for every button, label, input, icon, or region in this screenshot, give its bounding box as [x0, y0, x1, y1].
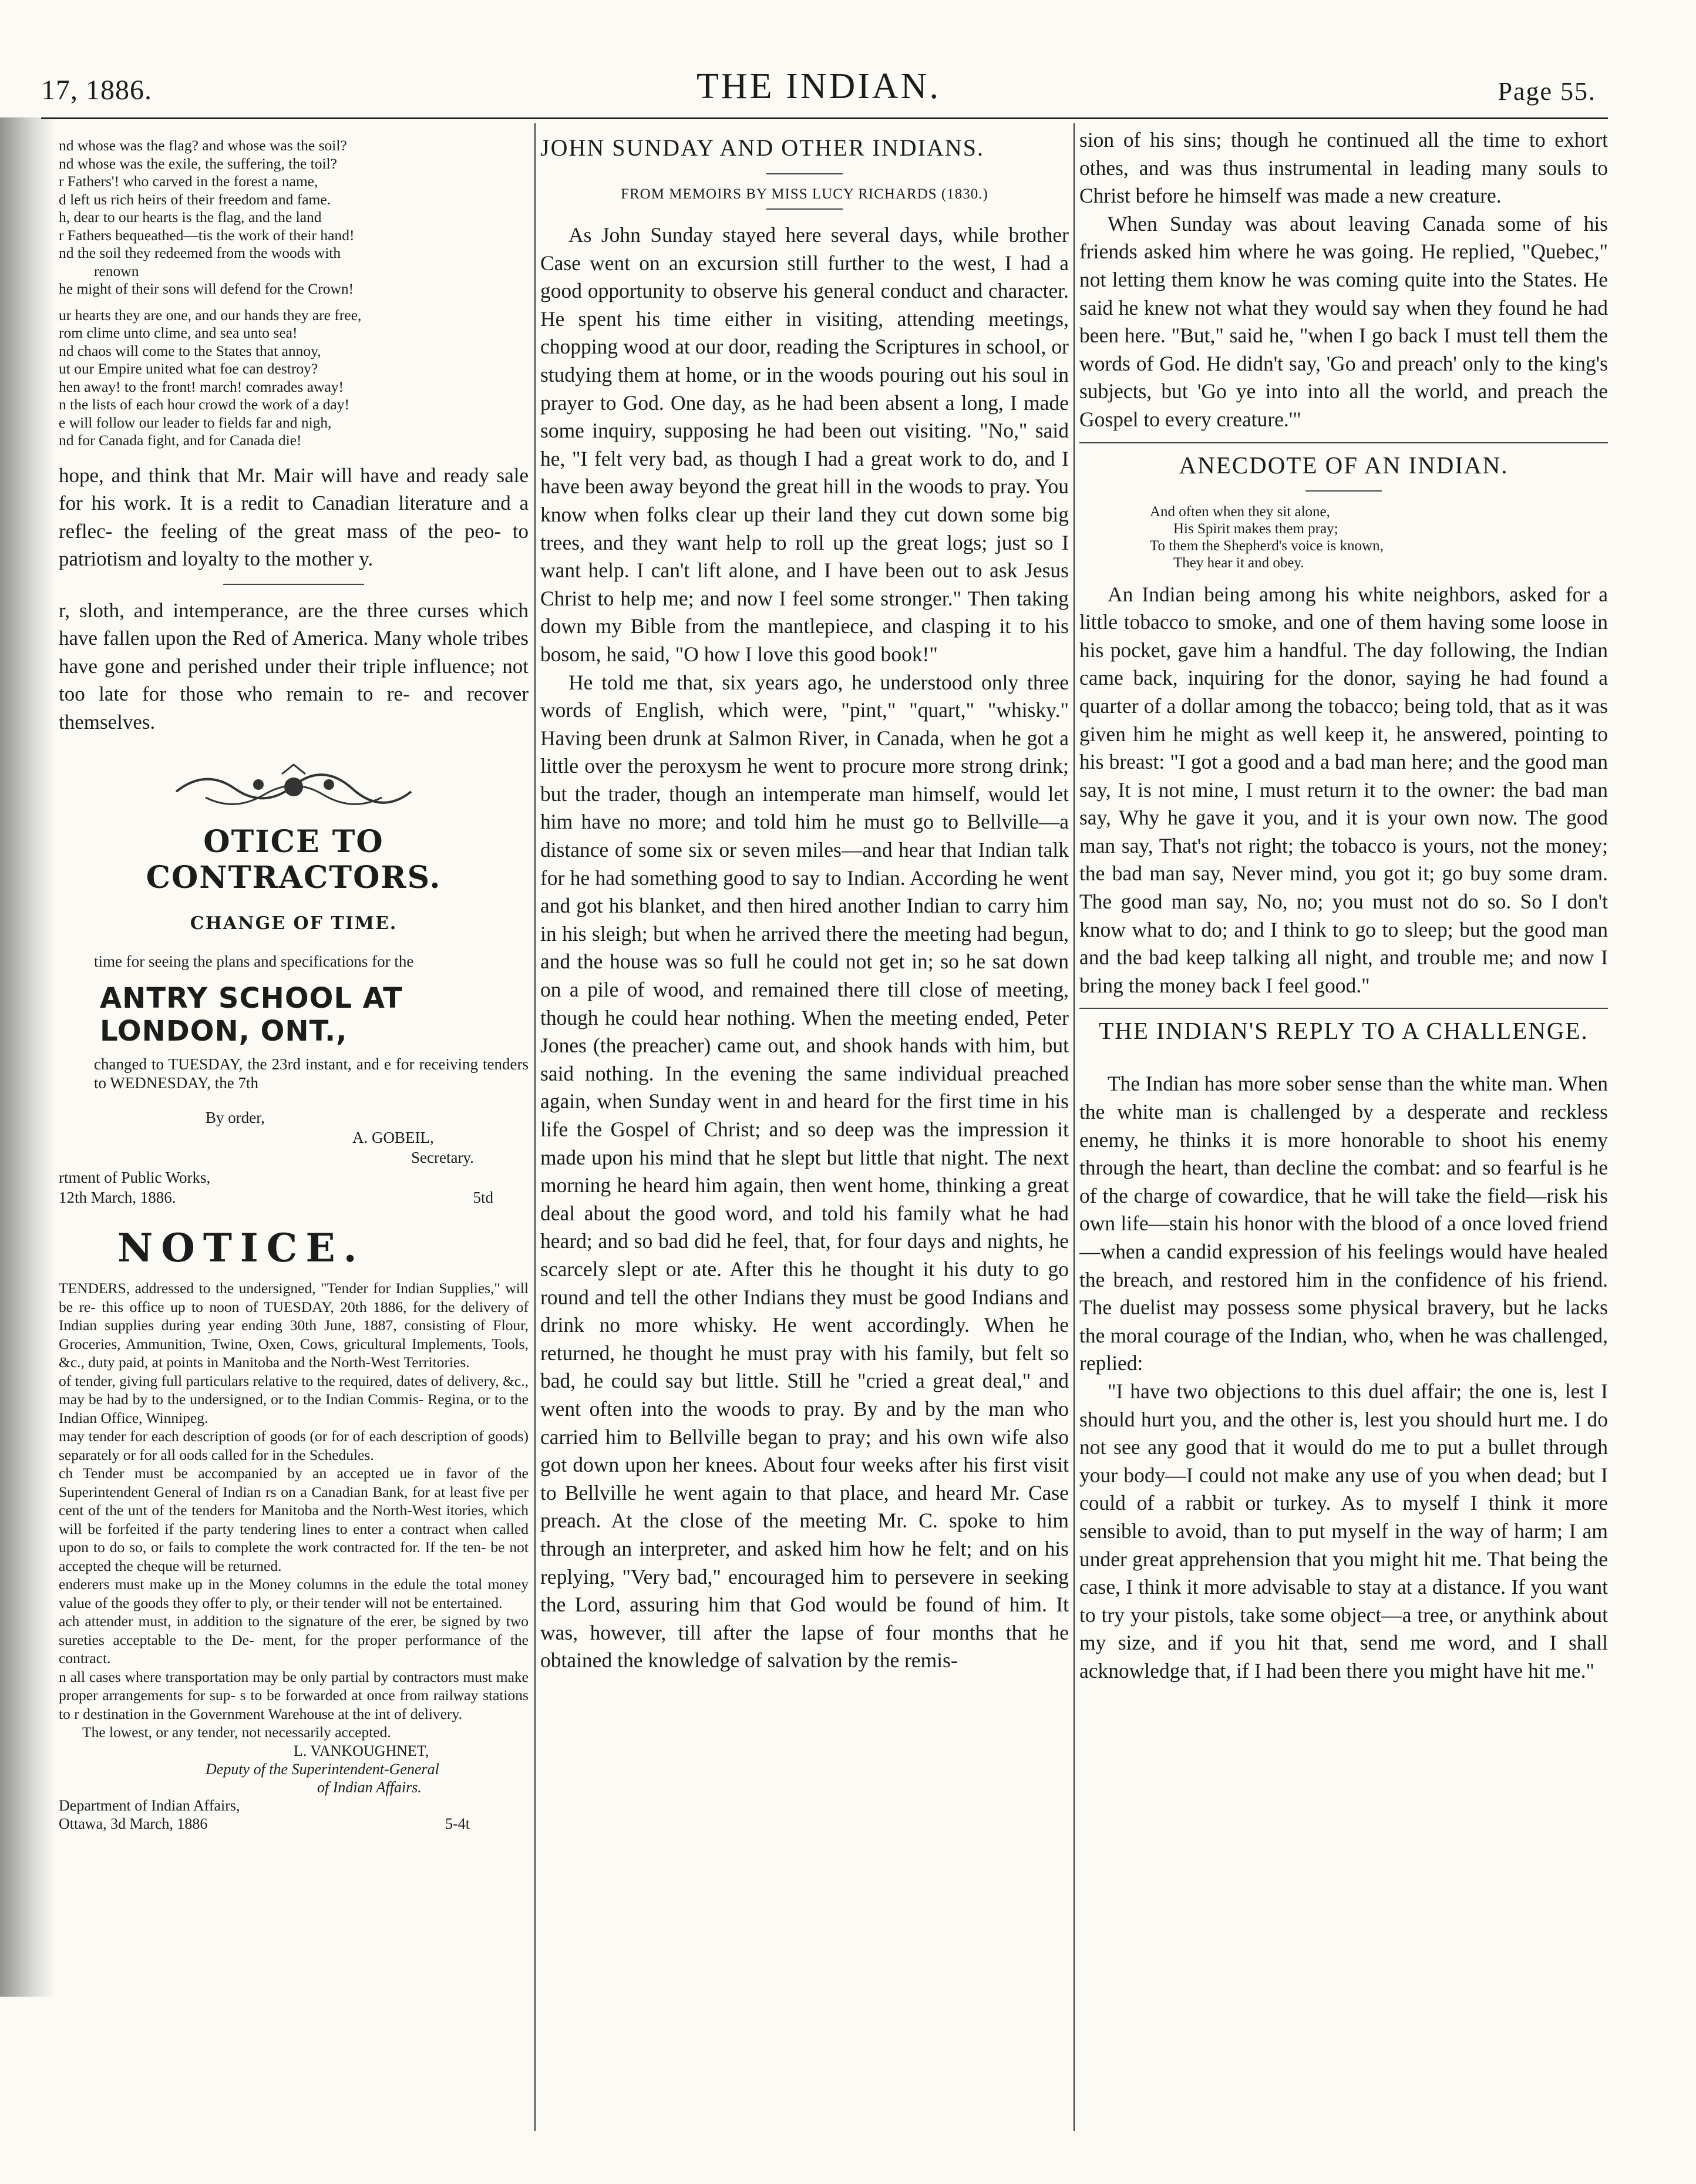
header-rule: [41, 117, 1608, 119]
section-rule: [1079, 1008, 1608, 1009]
column-divider-2: [1074, 123, 1075, 2131]
poem-line: nd for Canada fight, and for Canada die!: [59, 432, 302, 449]
poem-line: h, dear to our hearts is the flag, and the land: [59, 208, 322, 226]
verse-line: They hear it and obey.: [1173, 554, 1304, 571]
notice-title: NOTICE.: [117, 1225, 365, 1271]
poem-line: nd whose was the flag? and whose was the soil?: [59, 137, 347, 154]
poem-line: r Fathers bequeathed—tis the work of their hand!: [59, 226, 355, 244]
notice-date: Ottawa, 3d March, 1886: [59, 1815, 208, 1832]
poem-line: renown: [94, 262, 139, 280]
poem-line: he might of their sons will defend for the Crown!: [59, 280, 354, 297]
verse-line: To them the Shepherd's voice is known,: [1150, 537, 1384, 554]
article-body-john-sunday: [540, 221, 1069, 1675]
notice-date: 12th March, 1886.: [59, 1189, 176, 1206]
poem-line: nd whose was the exile, the suffering, the toil?: [59, 154, 337, 172]
notice-text: changed to TUESDAY, the 23rd instant, and e for receiving tenders to WEDNESDAY, the 7th: [94, 1055, 529, 1092]
newspaper-title: THE INDIAN.: [696, 66, 941, 106]
poem-line: rom clime unto clime, and sea unto sea!: [59, 324, 298, 341]
page-header: [41, 66, 1596, 114]
verse-line: And often when they sit alone,: [1150, 503, 1330, 520]
article-paragraph: "I have two objections to this duel affair; the one is, lest I should hurt you, and the other is, lest you should hurt me. I do not see any good that it would do me to put a bullet through your body—I could not make any use of you when dead; but I could of a rabbit or turkey. As to myself I think it more sensible to avoid, than to put myself in the way of harm; I am under great apprehension that you might hit me. That being the case, I think it more advisable to stay at a distance. If you want to try your pistols, take some object—a tree, or anythink about my size, and if you hit that, send me word, and I shall acknowledge that, if I had been there you might have hit me.": [1079, 1379, 1608, 1682]
byline-divider: [766, 208, 843, 210]
notice-contractors-title: OTICE TO CONTRACTORS.: [146, 824, 442, 896]
notice-paragraph: may tender for each description of goods (or for of each description of goods) separately or for all oods called for in the Schedules.: [59, 1428, 529, 1463]
challenge-body: [1079, 1070, 1608, 1685]
article-paragraph: An Indian being among his white neighbors, asked for a little tobacco to smoke, and one of them having some loose in his pocket, gave him a handful. The day following, the Indian came back, inquiring for the donor, saying he had found a quarter of a dollar among the tobacco; being told, that as it was given him he might as well keep it, he answered, pointing to his breast: "I got a good and a bad man here; and the good man say, It is not mine, I must return it to the owner: the bad man say, Why he gave it you, and it is your own now. The good man say, That's not right; the tobacco is yours, not the money; the bad man say, Never mind, you got it; go buy some dram. The good man say, No, no; you must not do so. So I don't know what to do; and I think to go to sleep; but the good man and the bad keep talking all night, and trouble me; and now I bring the money back I feel good.": [1079, 582, 1608, 997]
column-divider-1: [534, 123, 536, 2131]
section-rule: [1079, 442, 1608, 443]
article-title-anecdote: ANECDOTE OF AN INDIAN.: [1179, 451, 1509, 479]
article-paragraph: As John Sunday stayed here several days, while brother Case went on an excursion still further to the west, I had a good opportunity to observe his general conduct and character. He spent his time either in visiting, attending meetings, chopping wood at our door, reading the Scriptures in school, or studying them at home, or in the woods pouring out his soul in prayer to God. One day, as he had been absent a long, I made some inquiry, supposing he had been out visiting. "No," said he, "I felt very bad, as though I had a great work to do, and I have been away beyond the great hill in the woods to pray. You know when folks clear up their land they cut down some big trees, and they want help to roll up the great logs; just so I want help. I can't lift alone, and I have been out to ask Jesus Christ to help me; and now I feel some stronger." Then taking down my Bible from the mantlepiece, and clasping it to his bosom, he said, "O how I love this good book!": [540, 223, 1069, 666]
paragraph-text: hope, and think that Mr. Mair will have and ready sale for his work. It is a redit to Canadian literature and a reflec- the feeling of the great mass of the peo- to patriotism and loyalty to the mother y.: [59, 463, 529, 570]
change-of-time-subtitle: CHANGE OF TIME.: [190, 913, 398, 934]
notice-tenders-signature: [59, 1742, 529, 1833]
poem-line: nd chaos will come to the States that annoy,: [59, 342, 321, 359]
article-title-challenge: THE INDIAN'S REPLY TO A CHALLENGE.: [1099, 1017, 1589, 1045]
article-continuation: [1079, 126, 1608, 434]
column-right: [1079, 126, 1608, 2131]
review-paragraph: [59, 462, 529, 573]
department: rtment of Public Works,: [59, 1169, 211, 1186]
anecdote-verse: [1150, 503, 1608, 571]
notice-text: time for seeing the plans and specifications for the: [94, 953, 414, 970]
issue-date: 17, 1886.: [41, 75, 152, 106]
poem-line: e will follow our leader to fields far and nigh,: [59, 413, 332, 431]
column-middle: [540, 126, 1069, 2131]
notice-paragraph: enderers must make up in the Money columns in the edule the total money value of the goods they offer to ply, or their tender will not be entertained.: [59, 1576, 529, 1611]
ornament-icon: [59, 762, 529, 818]
signatory-name: A. GOBEIL,: [352, 1129, 434, 1146]
notice-contractors-details: [59, 1055, 529, 1092]
notice-paragraph: ch Tender must be accompanied by an accepted ue in favor of the Superintendent General of Indian rs on a Canadian Bank, for at least five per cent of the unt of the tenders for Manitoba and the North-West itories, which will be forfeited if the party tendering lines to enter a contract when called upon to do so, or fails to complete the work contracted for. If the ten- be not accepted the cheque will be returned.: [59, 1465, 529, 1574]
notice-paragraph: n all cases where transportation may be only partial by contractors must make proper arrangements for sup- s to be forwarded at once from railway stations to r destination in the Government Warehouse at the int of delivery.: [59, 1668, 529, 1722]
dept-line: [59, 1167, 529, 1187]
title-divider: [1305, 490, 1382, 492]
poem-line: r Fathers'! who carved in the forest a name,: [59, 173, 318, 190]
scanned-page-edge: [0, 117, 56, 1997]
signatory-name: L. VANKOUGHNET,: [294, 1742, 429, 1759]
article-paragraph: When Sunday was about leaving Canada some of his friends asked him where he was going. He replied, "Quebec," not letting them know he was coming quite into the States. He said he knew not what they would say when they found he had been here. "But," said he, "when I go back I must tell them the words of God. He didn't say, 'Go and preach' only to the king's subjects, but 'Go ye into into all the world, and preach the Gospel to every creature.'": [1079, 211, 1608, 431]
department: Department of Indian Affairs,: [59, 1796, 240, 1814]
insertion-code: 5-4t: [445, 1815, 470, 1832]
anecdote-body: [1079, 581, 1608, 1000]
signatory-role: Secretary.: [411, 1149, 474, 1166]
notice-paragraph: ach attender must, in addition to the signature of the erer, be signed by two sureties acceptable to the De- ment, for the proper performance of the contract.: [59, 1613, 529, 1667]
poem-line: nd the soil they redeemed from the woods with: [59, 244, 341, 261]
title-divider: [766, 173, 843, 174]
notice-contractors-signature: [59, 1108, 529, 1207]
notice-paragraph: TENDERS, addressed to the undersigned, "Tender for Indian Supplies," will be re- this office up to noon of TUESDAY, 20th 1886, for the delivery of Indian supplies during year ending 30th June, 1887, consisting of Flour, Groceries, Ammunition, Twine, Oxen, Cows, gricultural Implements, Tools, &c., duty paid, at points in Manitoba and the North-West Territories.: [59, 1280, 529, 1371]
column-left: [59, 126, 529, 2131]
insertion-code: 5td: [473, 1189, 493, 1206]
article-paragraph: He told me that, six years ago, he understood only three words of English, which were, "pint," "quart," "whisky." Having been drunk at Salmon River, in Canada, when he got a little over the peroxysm he went to procure more strong drink; but the trader, though an intemperate man himself, would let him have no more; and told him he must go to Bellville—a distance of some six or seven miles—and hear that Indian talk for he had something good to say to Indian. According he went and got his blanket, and then hired another Indian to carry him in his sleigh; but when he arrived there the meeting had begun, and the house was so full he could not get in; so he sat down on a pile of wood, and remained there till close of meeting, though he could hear nothing. When the meeting ended, Peter Jones (the preacher) came out, and shook hands with him, but said nothing. In the evening the same individual preached again, when Sunday went in and heard for the first time in his life the Gospel of Christ; and so deep was the impression it made upon his mind that he slept but little that night. The next morning he heard him again, then went home, thinking a great deal about the good word, and told his family what he had heard; and so bad did he feel, that, for four days and nights, he scarcely slept or ate. After this he thought it his duty to go round and tell the other Indians they must be good Indians and drink no more whisky. He went accordingly. When he returned, he thought he must pray with his family, but felt so bad, he could say but little. Still he "cried a great deal," and went often into the woods to pray. By and by the man who carried him to Bellville began to pray; and his own wife also got down upon her knees. About four weeks after his first visit to Bellville he went again to that place, and heard Mr. Case preach. At the close of the meeting Mr. C. spoke to him through an interpreter, and asked him how he felt; and on his replying, "Very bad," encouraged him to persevere in seeking the Lord, assuring him that God would be found of him. It was, however, till after the lapse of four months that he obtained the knowledge of salvation by the remis-: [540, 670, 1069, 1673]
date-line: [59, 1815, 529, 1833]
verse-line: His Spirit makes them pray;: [1173, 520, 1338, 537]
poem-line: ur hearts they are one, and our hands they are free,: [59, 306, 362, 324]
school-name: ANTRY SCHOOL AT LONDON, ONT.,: [100, 982, 403, 1048]
poem-line: hen away! to the front! march! comrades away!: [59, 378, 344, 395]
notice-contractors-body: [59, 951, 529, 971]
article-byline: FROM MEMOIRS BY MISS LUCY RICHARDS (1830.): [621, 186, 988, 202]
article-paragraph: sion of his sins; though he continued all the time to exhort othes, and was thus instrumental in leading many souls to Christ before he himself was made a new creature.: [1079, 128, 1608, 208]
signatory-role: of Indian Affairs.: [317, 1778, 422, 1796]
date-line: [59, 1187, 529, 1207]
patriotic-poem: [59, 137, 529, 450]
article-paragraph: The Indian has more sober sense than the white man. When the white man is challenged by a desperate and reckless enemy, he thinks it is more honorable to shoot his enemy through the heart, than decline the combat: and so fearful is he of the charge of cowardice, that he will take the field—risk his own life—stain his honor with the blood of a once loved friend—when a candid expression of his feelings would have healed the breach, and restored him in the confidence of his friend. The duelist may possess some physical bravery, but he lacks the moral courage of the Indian, who, when he was challenged, replied:: [1079, 1072, 1608, 1375]
section-divider: [223, 584, 364, 585]
signatory-role: Deputy of the Superintendent-General: [206, 1760, 439, 1778]
notice-paragraph: The lowest, or any tender, not necessarily accepted.: [82, 1724, 391, 1741]
notice-tenders-body: [59, 1279, 529, 1742]
notice-paragraph: of tender, giving full particulars relative to the required, dates of delivery, &c., may be had by to the undersigned, or to the Indian Commis- Regina, or to the Indian Office, Winnipeg.: [59, 1372, 529, 1426]
intemperance-paragraph: [59, 597, 529, 736]
poem-line: n the lists of each hour crowd the work of a day!: [59, 396, 349, 413]
by-order: By order,: [206, 1109, 265, 1126]
article-title-john-sunday: JOHN SUNDAY AND OTHER INDIANS.: [540, 134, 984, 161]
page-number: Page 55.: [1498, 77, 1596, 106]
paragraph-text: r, sloth, and intemperance, are the three curses which have fallen upon the Red of America. Many whole tribes have gone and perished under their triple influence; not too late for those who remain to re- and recover themselves.: [59, 598, 529, 733]
poem-line: ut our Empire united what foe can destroy?: [59, 360, 318, 377]
poem-line: d left us rich heirs of their freedom and fame.: [59, 190, 331, 208]
